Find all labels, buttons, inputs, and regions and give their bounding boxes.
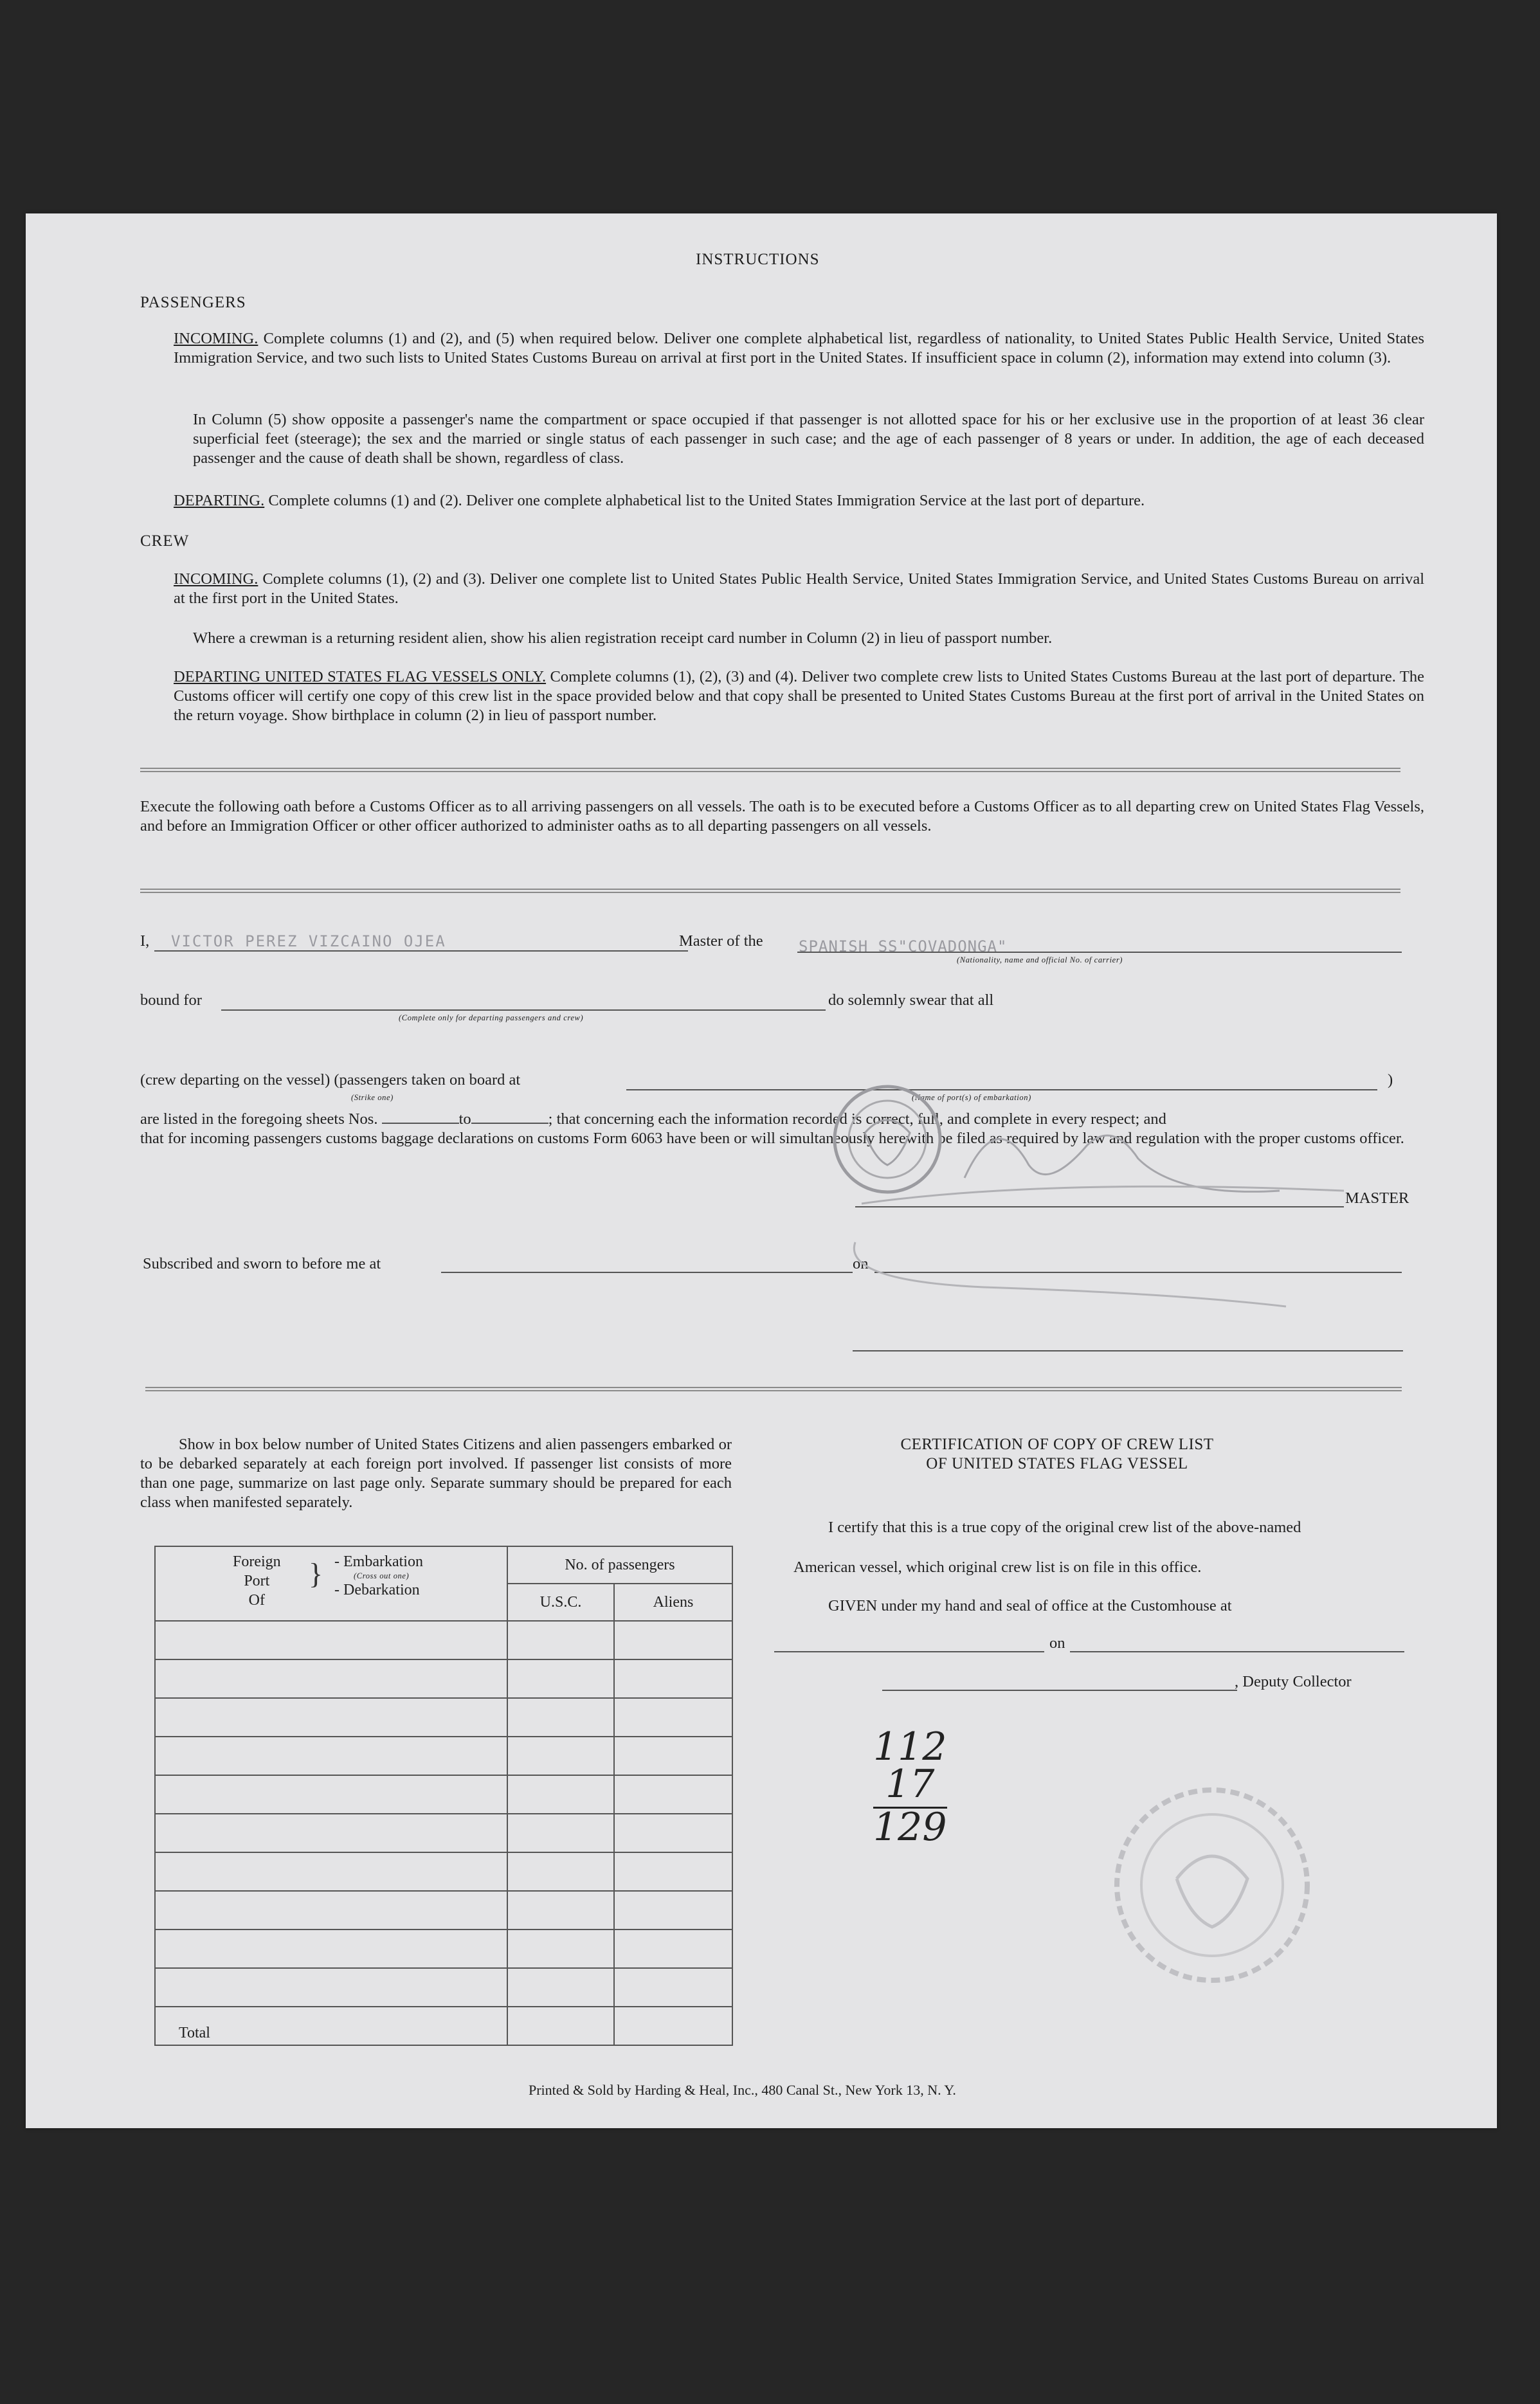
port-cell[interactable]: [155, 1698, 507, 1737]
carrier-value: SPANISH SS"COVADONGA": [799, 937, 1008, 955]
total-label: Total: [155, 2007, 507, 2045]
stamp-inner-ring: [849, 1101, 926, 1178]
crew-departing-text: Complete columns (1), (2), (3) and (4). Deliver two complete crew lists to United States Customs Bureau at the last port of departure. The Customs officer will certify one copy of this crew list in the space provided below and that copy shall be presented to United States Customs Bureau at the first port of arrival in the United States on the return voyage. Show birthplace in column (2) in lieu of passport number.: [174, 668, 1424, 724]
certification-text-2: American vessel, which original crew list is on file in this office.: [793, 1559, 1202, 1576]
form-page: [26, 213, 1497, 2128]
master-of-label: Master of the: [674, 932, 768, 950]
oath-i-label: I,: [140, 932, 150, 950]
crew-departing-paragraph: [174, 667, 1424, 725]
passengers-column5-text: In Column (5) show opposite a passenger's name the compartment or space occupied if that passenger is not allotted space for his or her exclusive use in the proportion of at least 36 clear superficial feet (steerage); the sex and the married or single status of each passenger in such case; and the age of each passenger of 8 years or under. In addition, the age of each deceased passenger and the cause of death shall be shown, regardless of class.: [193, 411, 1424, 467]
table-header-row: [155, 1546, 732, 1584]
summary-instructions: Show in box below number of United States Citizens and alien passengers embarked or to be debarked separately at each foreign port involved. If passenger list consists of more than one page, summarize on last page only. Separate summary should be prepared for each class when manifested separately.: [140, 1436, 732, 1511]
usc-cell[interactable]: [507, 1775, 614, 1814]
close-paren: ): [1388, 1071, 1393, 1089]
crew-passengers-text: (crew departing on the vessel) (passengers taken on board at: [140, 1071, 521, 1089]
table-row: [155, 1852, 732, 1891]
table-row: [155, 1621, 732, 1659]
bound-for-hint: (Complete only for departing passengers and crew): [399, 1013, 584, 1022]
header-embarkation: - Embarkation: [334, 1553, 423, 1570]
subscribed-on-label: on: [853, 1255, 869, 1272]
header-of: Of: [248, 1592, 265, 1609]
divider: [145, 1387, 1402, 1391]
signature-stroke-3: [854, 1242, 1286, 1306]
oath-intro: Execute the following oath before a Customs Officer as to all arriving passengers on all vessels. The oath is to be executed before a Customs Officer as to all departing crew on United States Flag Vessels, and before an Immigration Officer or other officer authorized to administer oaths as to all departing passengers on all vessels.: [140, 798, 1424, 835]
aliens-cell[interactable]: [614, 1621, 732, 1659]
certification-on-label: on: [1049, 1634, 1065, 1652]
passenger-summary-table: [154, 1546, 733, 2046]
header-port: Port: [244, 1573, 270, 1589]
crew-incoming-paragraph: [174, 570, 1424, 608]
customhouse-line: [774, 1651, 1044, 1652]
certification-title-line1: CERTIFICATION OF COPY OF CREW LIST: [900, 1436, 1214, 1453]
master-name-line: [154, 950, 688, 952]
header-cross-out: (Cross out one): [354, 1571, 410, 1580]
usc-cell[interactable]: [507, 1930, 614, 1968]
embarkation-labels: [334, 1552, 423, 1600]
crew-departing-label: DEPARTING UNITED STATES FLAG VESSELS ONLY.: [174, 668, 547, 685]
handwritten-n2: 17: [885, 1762, 935, 1807]
passengers-incoming-paragraph: [174, 329, 1424, 368]
table-row: [155, 1891, 732, 1930]
stamp-outer-ring: [835, 1087, 940, 1192]
swear-label: do solemnly swear that all: [828, 991, 994, 1009]
port-cell[interactable]: [155, 1814, 507, 1852]
port-cell[interactable]: [155, 1852, 507, 1891]
crew-incoming-label: INCOMING.: [174, 570, 258, 588]
listed-text-2: that for incoming passengers customs baggage declarations on customs Form 6063 have been or will simultaneously herewith be filed as required by law and regulation with the proper customs officer.: [140, 1130, 1404, 1147]
aliens-cell[interactable]: [614, 1930, 732, 1968]
usc-cell[interactable]: [507, 1891, 614, 1930]
table-row: [155, 1698, 732, 1737]
port-cell[interactable]: [155, 1621, 507, 1659]
port-cell[interactable]: [155, 1968, 507, 2007]
certification-title: [896, 1435, 1218, 1474]
usc-cell[interactable]: [507, 1968, 614, 2007]
aliens-cell[interactable]: [614, 1891, 732, 1930]
table-row: [155, 1737, 732, 1775]
passengers-heading: PASSENGERS: [140, 294, 246, 311]
port-header-cell: [155, 1546, 507, 1621]
passengers-departing-paragraph: [174, 491, 1424, 511]
certification-title-line2: OF UNITED STATES FLAG VESSEL: [926, 1455, 1188, 1472]
port-cell[interactable]: [155, 1930, 507, 1968]
usc-cell[interactable]: [507, 1814, 614, 1852]
strike-hint: (Strike one): [351, 1093, 394, 1102]
sheet-from-line: [382, 1110, 459, 1124]
bound-for-line: [221, 1009, 826, 1011]
stamp-emblem: [865, 1120, 910, 1165]
deputy-collector-label: , Deputy Collector: [1235, 1673, 1352, 1690]
table-row: [155, 1659, 732, 1698]
port-cell[interactable]: [155, 1659, 507, 1698]
crew-resident-text: Where a crewman is a returning resident alien, show his alien registration receipt card number in Column (2) in lieu of passport number.: [193, 629, 1053, 647]
master-name-value: VICTOR PEREZ VIZCAINO OJEA: [171, 932, 446, 950]
usc-header: U.S.C.: [507, 1584, 614, 1621]
total-usc-cell[interactable]: [507, 2007, 614, 2045]
table-row: [155, 1968, 732, 2007]
divider: [140, 889, 1400, 893]
signature-stroke: [965, 1135, 1280, 1191]
aliens-cell[interactable]: [614, 1737, 732, 1775]
aliens-cell[interactable]: [614, 1852, 732, 1891]
sheet-to-line: [471, 1110, 548, 1124]
printer-footer: Printed & Sold by Harding & Heal, Inc., 480 Canal St., New York 13, N. Y.: [529, 2082, 956, 2098]
usc-cell[interactable]: [507, 1659, 614, 1698]
usc-cell[interactable]: [507, 1737, 614, 1775]
passengers-departing-label: DEPARTING.: [174, 492, 265, 509]
usc-cell[interactable]: [507, 1852, 614, 1891]
aliens-cell[interactable]: [614, 1968, 732, 2007]
certification-text-1: I certify that this is a true copy of the original crew list of the above-named: [828, 1519, 1301, 1536]
aliens-cell[interactable]: [614, 1659, 732, 1698]
master-label: MASTER: [1345, 1189, 1409, 1207]
no-passengers-header: No. of passengers: [507, 1546, 732, 1584]
port-header-labels: [233, 1552, 281, 1610]
handwritten-n1: 112: [873, 1724, 947, 1769]
listed-prefix: are listed in the foregoing sheets Nos.: [140, 1110, 378, 1128]
crew-incoming-text: Complete columns (1), (2) and (3). Deliver one complete list to United States Public Health Service, United States Immigration Service, and United States Customs Bureau on arrival at the first port in the United States.: [174, 570, 1425, 607]
total-row: [155, 2007, 732, 2045]
passengers-incoming-text: Complete columns (1) and (2), and (5) when required below. Deliver one complete alphabetical list, regardless of nationality, to United States Public Health Service, United States Immigration Service, and two such lists to United States Customs Bureau on arrival at first port in the United States. If insufficient space in column (2), information may extend into column (3).: [174, 330, 1424, 366]
table-row: [155, 1930, 732, 1968]
handwritten-tally: [873, 1724, 947, 1850]
total-aliens-cell[interactable]: [614, 2007, 732, 2045]
aliens-cell[interactable]: [614, 1814, 732, 1852]
brace-icon: }: [309, 1557, 323, 1590]
passengers-departing-text: Complete columns (1) and (2). Deliver one complete alphabetical list to the United States Immigration Service at the last port of departure.: [268, 492, 1145, 509]
certification-date-line: [1070, 1651, 1404, 1652]
carrier-hint: (Nationality, name and official No. of carrier): [957, 955, 1123, 964]
ports-hint: (Name of port(s) of embarkation): [912, 1093, 1031, 1102]
signature-stroke-2: [862, 1186, 1344, 1204]
table-row: [155, 1814, 732, 1852]
seal-ring: [1117, 1790, 1307, 1980]
port-cell[interactable]: [155, 1775, 507, 1814]
header-foreign: Foreign: [233, 1553, 281, 1570]
certification-given-text: GIVEN under my hand and seal of office at the Customhouse at: [828, 1597, 1232, 1614]
carrier-line: [797, 952, 1402, 953]
passengers-incoming-label: INCOMING.: [174, 330, 258, 347]
seal-emblem: [1177, 1856, 1247, 1927]
embossed-seal: [1106, 1782, 1318, 1988]
table-row: [155, 1775, 732, 1814]
bound-for-label: bound for: [140, 991, 202, 1009]
port-cell[interactable]: [155, 1891, 507, 1930]
crew-heading: CREW: [140, 532, 190, 550]
to-label: to: [458, 1110, 471, 1128]
handwritten-n3: 129: [873, 1805, 947, 1850]
deputy-signature-line: [882, 1690, 1237, 1691]
divider: [140, 768, 1400, 772]
aliens-header: Aliens: [614, 1584, 732, 1621]
aliens-cell[interactable]: [614, 1698, 732, 1737]
customs-stamp-and-signature: [727, 1069, 1408, 1351]
usc-cell[interactable]: [507, 1698, 614, 1737]
listed-rest: ; that concerning each the information recorded is correct, full, and complete in every respect; and: [548, 1110, 1166, 1128]
header-debarkation: - Debarkation: [334, 1582, 420, 1598]
aliens-cell[interactable]: [614, 1775, 732, 1814]
subscribed-label: Subscribed and sworn to before me at: [143, 1255, 381, 1272]
usc-cell[interactable]: [507, 1621, 614, 1659]
seal-inner-ring: [1141, 1814, 1283, 1956]
instructions-title: INSTRUCTIONS: [696, 251, 820, 268]
port-cell[interactable]: [155, 1737, 507, 1775]
